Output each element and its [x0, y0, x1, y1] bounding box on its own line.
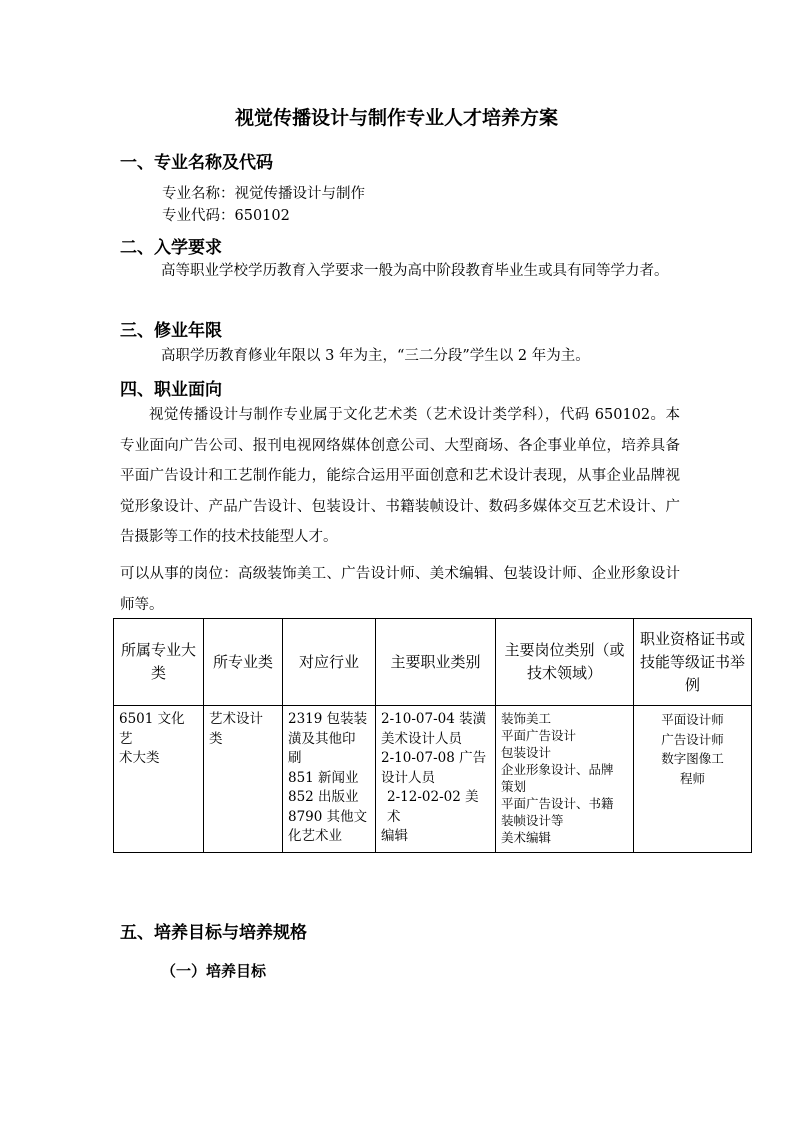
admission-paragraph: 高等职业学校学历教育入学要求一般为高中阶段教育毕业生或具有同等学力者。 [161, 263, 669, 279]
cell-text: 化艺术业 [288, 828, 342, 844]
table-header-row [114, 619, 752, 706]
document-title: 视觉传播设计与制作专业人才培养方案 [234, 107, 558, 129]
cell-text: 平面广告设计、书籍 [501, 796, 614, 811]
cell-text: 数字图像工 [661, 751, 724, 766]
cell-text: 广告设计师 [661, 731, 724, 747]
cell-text: 2319 包装装 [288, 711, 368, 727]
section-3-heading: 三、修业年限 [120, 321, 222, 341]
cell-text: 美术设计人员 [381, 730, 462, 747]
cell-industry [283, 706, 376, 853]
section-5-heading: 五、培养目标与培养规格 [120, 923, 307, 943]
cell-text: 2-10-07-08 广告 [381, 750, 487, 766]
header-cell: 对应行业 [283, 619, 376, 706]
cell-text: 程师 [679, 770, 705, 786]
cell-text: 平面设计师 [661, 712, 724, 727]
possible-positions-paragraph: 可以从事的岗位：高级装饰美工、广告设计师、美术编辑、包装设计师、企业形象设计师等。 [120, 566, 680, 613]
cell-text: 2-10-07-04 装潢 [381, 711, 487, 727]
cell-text: 策划 [501, 779, 527, 794]
career-table [113, 618, 752, 853]
career-orientation-paragraph: 视觉传播设计与制作专业属于文化艺术类（艺术设计类学科），代码 650102。本专业面向广告公司、报刊电视网络媒体创意公司、大型商场、各企事业单位，培养具备平面广告设计和工艺制作能力，能综合运用平面创意和艺术设计表现，从事企业品牌视觉形象设计、产品广告设计、包装设计、书籍装帧设计、数码多媒体交互艺术设计、广告摄影等工作的技术技能型人才。 [120, 407, 680, 545]
subsection-heading: （一）培养目标 [161, 962, 267, 980]
cell-position [496, 706, 634, 853]
table-row [114, 706, 752, 853]
cell-text: 企业形象设计、品牌 [501, 762, 614, 777]
cell-text: 刷 [288, 750, 302, 766]
header-cell: 所专业类 [204, 619, 283, 706]
cell-major-class [204, 706, 283, 853]
header-cell: 所属专业大类 [114, 619, 204, 706]
cell-text: 编辑 [381, 828, 408, 844]
section-1-heading: 一、专业名称及代码 [120, 153, 273, 173]
cell-occupation [376, 706, 496, 853]
cell-text: 装饰美工 [501, 711, 552, 726]
header-cell: 职业资格证书或技能等级证书举例 [634, 619, 752, 706]
section-4-heading: 四、职业面向 [120, 380, 222, 400]
major-name-line: 专业名称：视觉传播设计与制作 [162, 186, 365, 202]
cell-text: 851 新闻业 [288, 769, 359, 786]
duration-paragraph: 高职学历教育修业年限以 3 年为主，“三二分段”学生以 2 年为主。 [161, 348, 590, 364]
cell-text: 2-12-02-02 美术 [387, 789, 479, 825]
cell-text: 类 [209, 730, 223, 747]
cell-text: 平面广告设计 [501, 728, 577, 743]
cell-major-category [114, 706, 204, 853]
header-cell: 主要职业类别 [376, 619, 496, 706]
cell-text: 包装设计 [501, 745, 552, 760]
cell-text: 潢及其他印 [288, 730, 356, 747]
header-cell: 主要岗位类别（或技术领域） [496, 619, 634, 706]
cell-text: 6501 文化艺 [119, 711, 185, 747]
cell-text: 设计人员 [381, 769, 435, 786]
section-2-heading: 二、入学要求 [120, 238, 222, 258]
cell-text: 艺术设计 [209, 711, 263, 727]
major-code-line: 专业代码：650102 [162, 208, 290, 224]
cell-text: 852 出版业 [288, 789, 359, 805]
cell-text: 美术编辑 [501, 830, 552, 845]
cell-text: 术大类 [119, 750, 160, 766]
cell-text: 8790 其他文 [288, 808, 368, 825]
cell-text: 装帧设计等 [501, 813, 564, 828]
cell-certificate [634, 706, 752, 853]
